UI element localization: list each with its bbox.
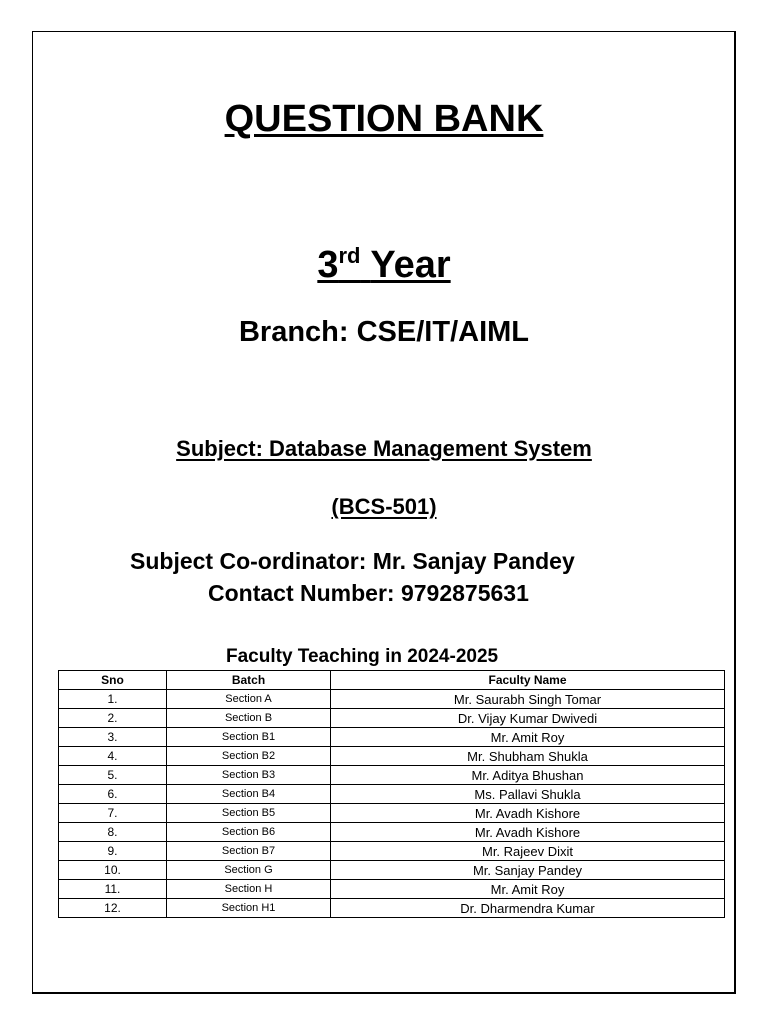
cell-batch: Section B (167, 709, 331, 728)
year-heading (0, 244, 768, 287)
column-header-batch: Batch (167, 671, 331, 690)
cell-faculty-name: Mr. Saurabh Singh Tomar (331, 690, 725, 709)
cell-sno: 8. (59, 823, 167, 842)
table-row (59, 747, 725, 766)
cell-faculty-name: Mr. Avadh Kishore (331, 804, 725, 823)
cell-faculty-name: Dr. Vijay Kumar Dwivedi (331, 709, 725, 728)
table-row (59, 842, 725, 861)
subject-code: (BCS-501) (331, 494, 437, 519)
cell-sno: 9. (59, 842, 167, 861)
document-title: QUESTION BANK (224, 98, 544, 140)
year-suffix: rd (338, 243, 361, 268)
cell-faculty-name: Mr. Amit Roy (331, 728, 725, 747)
cell-sno: 7. (59, 804, 167, 823)
branch-line: Branch: CSE/IT/AIML (238, 316, 529, 348)
cell-batch: Section B2 (167, 747, 331, 766)
table-row (59, 709, 725, 728)
subject-coordinator: Subject Co-ordinator: Mr. Sanjay Pandey (130, 548, 575, 574)
table-row (59, 899, 725, 918)
cell-faculty-name: Mr. Rajeev Dixit (331, 842, 725, 861)
cell-sno: 12. (59, 899, 167, 918)
faculty-table-body (59, 690, 725, 918)
cell-batch: Section B6 (167, 823, 331, 842)
table-row (59, 728, 725, 747)
cell-faculty-name: Dr. Dharmendra Kumar (331, 899, 725, 918)
cell-batch: Section B1 (167, 728, 331, 747)
column-header-faculty-name: Faculty Name (331, 671, 725, 690)
cell-faculty-name: Mr. Shubham Shukla (331, 747, 725, 766)
cell-faculty-name: Mr. Aditya Bhushan (331, 766, 725, 785)
cell-batch: Section B4 (167, 785, 331, 804)
cell-batch: Section B5 (167, 804, 331, 823)
cell-sno: 6. (59, 785, 167, 804)
cell-faculty-name: Mr. Amit Roy (331, 880, 725, 899)
cell-sno: 2. (59, 709, 167, 728)
cell-sno: 11. (59, 880, 167, 899)
cell-batch: Section A (167, 690, 331, 709)
cell-batch: Section H1 (167, 899, 331, 918)
year-word: Year (370, 244, 451, 286)
cell-sno: 1. (59, 690, 167, 709)
column-header-sno: Sno (59, 671, 167, 690)
table-header-row (59, 671, 725, 690)
subject-line: Subject: Database Management System (176, 436, 592, 461)
table-row (59, 804, 725, 823)
year-number: 3 (317, 244, 339, 286)
cell-sno: 4. (59, 747, 167, 766)
cell-faculty-name: Mr. Avadh Kishore (331, 823, 725, 842)
table-row (59, 785, 725, 804)
table-row (59, 690, 725, 709)
cell-batch: Section G (167, 861, 331, 880)
contact-number: Contact Number: 9792875631 (208, 580, 529, 606)
cell-batch: Section H (167, 880, 331, 899)
cell-batch: Section B7 (167, 842, 331, 861)
cell-faculty-name: Ms. Pallavi Shukla (331, 785, 725, 804)
cell-sno: 3. (59, 728, 167, 747)
cell-faculty-name: Mr. Sanjay Pandey (331, 861, 725, 880)
table-row (59, 766, 725, 785)
cell-sno: 10. (59, 861, 167, 880)
faculty-table (58, 670, 725, 918)
table-row (59, 823, 725, 842)
cell-sno: 5. (59, 766, 167, 785)
cell-batch: Section B3 (167, 766, 331, 785)
faculty-table-heading: Faculty Teaching in 2024-2025 (226, 646, 499, 667)
table-row (59, 880, 725, 899)
table-row (59, 861, 725, 880)
